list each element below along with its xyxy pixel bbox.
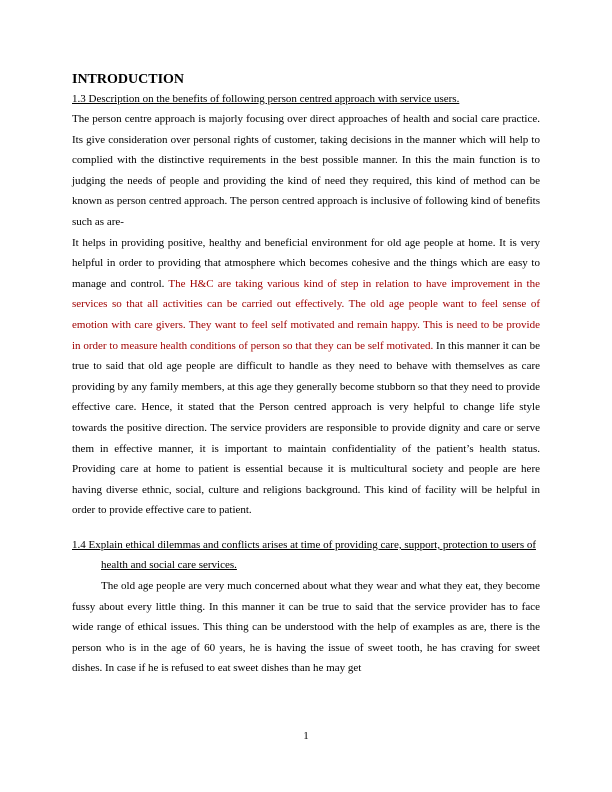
page-title: INTRODUCTION <box>72 72 185 87</box>
section-1-4-paragraph-1: The old age people are very much concerned about what they wear and what they eat, they become fussy about every little thing. In this manner it can be true to said that the service provider has to face wide range of ethical issues. This thing can be understood with the help of examples as are, there is the person who is in the age of 60 years, he is having the issue of sweet tooth, he has craving for sweet dishes. In case if he is refused to eat sweet dishes than he may get <box>72 580 540 675</box>
document-page <box>72 70 540 679</box>
section-1-3-paragraph-1: The person centre approach is majorly focusing over direct approaches of health and social care practice. Its give consideration over personal rights of customer, taking decisions in the manner which will help to complied with the distinctive requirements in the best possible manner. In this the main function is to judging the needs of people and providing the kind of need they required, this kind of method can be known as person centred approach. The person centred approach is inclusive of following kind of benefits such as are- <box>72 113 540 228</box>
section-1-3-paragraph-2 <box>72 233 540 521</box>
page-number: 1 <box>303 730 309 742</box>
section-1-3-title: 1.3 Description on the benefits of following person centred approach with service users. <box>72 93 460 105</box>
section-1-4-title: 1.4 Explain ethical dilemmas and conflicts arises at time of providing care, support, protection to users of health and social care services. <box>72 538 537 572</box>
paragraph-text: In this manner it can be true to said that old age people are difficult to handle as they need to behave with themselves as care providing by any family members, at this age they generally become stubborn so that they need to provide effective care. Hence, it stated that the Person centred approach is very helpful to change life style towards the positive direction. The service providers are responsible to provide dignity and care or serve them in effective manner, it is important to maintain confidentiality of the patient’s health status. Providing care at home to patient is essential because it is multicultural society and people are here having diverse ethnic, social, culture and religions background. This kind of facility will be helpful in order to provide effective care to patient. <box>72 339 540 517</box>
highlighted-text: The H&C are taking various kind of step in relation to have improvement in the services so that all activities can be carried out effectively. The old age people want to feel sense of emotion with care givers. They want to feel self motivated and remain happy. This is need to be provide in order to measure health conditions of person so that they can be self motivated. <box>72 277 541 352</box>
paragraph-text: It helps in providing positive, healthy and beneficial environment for old age people at home. It is very helpful in order to providing that atmosphere which becomes cohesive and the things which are easy to manage and control. <box>72 236 540 290</box>
spacer <box>72 521 540 535</box>
